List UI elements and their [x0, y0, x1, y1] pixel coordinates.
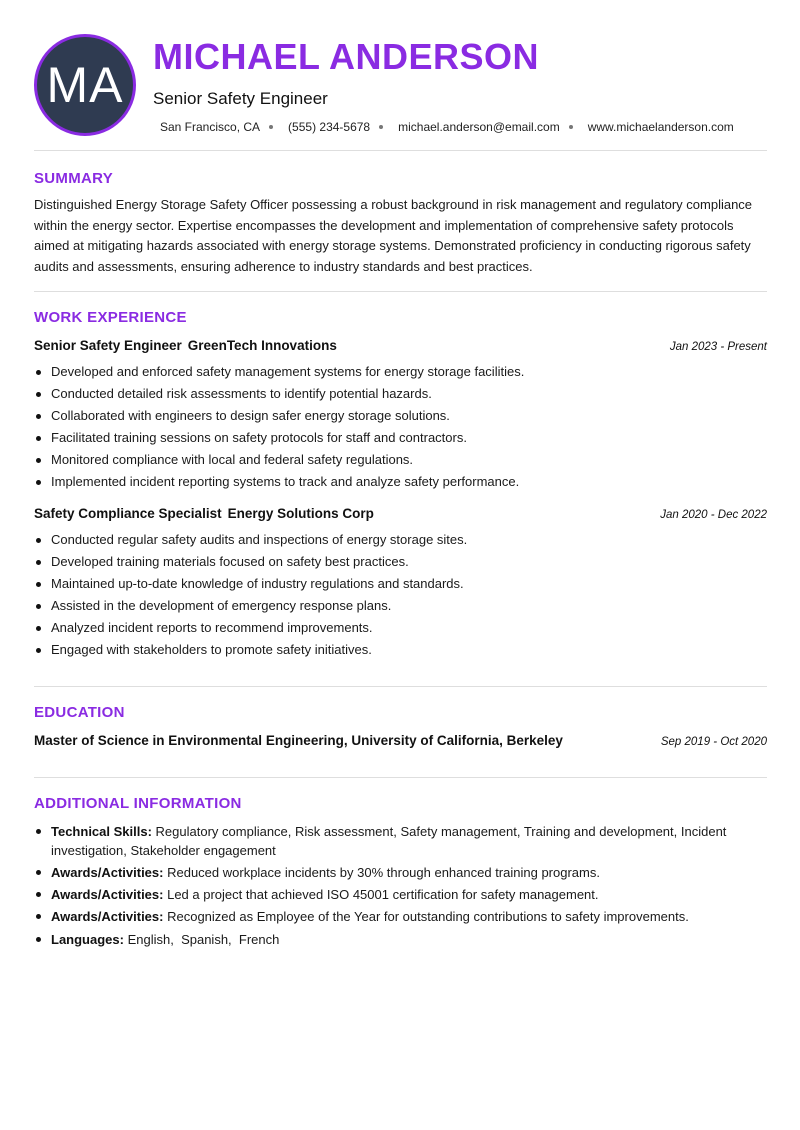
job-title-line	[34, 338, 337, 353]
job-company: GreenTech Innovations	[187, 338, 337, 353]
divider	[34, 291, 767, 292]
education-degree: Master of Science in Environmental Engineering, University of California, Berkeley	[34, 733, 563, 748]
item-label: Languages:	[51, 932, 124, 947]
additional-info-list	[34, 822, 767, 952]
contact-location: San Francisco, CA	[160, 120, 261, 134]
candidate-name: MICHAEL ANDERSON	[153, 36, 540, 77]
contact-website[interactable]: www.michaelanderson.com	[587, 120, 734, 134]
job-bullets	[34, 361, 767, 493]
additional-info-heading: ADDITIONAL INFORMATION	[34, 795, 242, 812]
job-dates: Jan 2023 - Present	[669, 341, 767, 353]
separator-dot	[379, 125, 383, 129]
item-label: Awards/Activities:	[51, 909, 164, 924]
summary-heading: SUMMARY	[34, 170, 114, 187]
job-bullets	[34, 529, 767, 661]
separator-dot	[569, 125, 573, 129]
list-item	[34, 885, 767, 904]
education-heading: EDUCATION	[34, 704, 125, 721]
contact-phone: (555) 234-5678	[288, 120, 371, 134]
education-entry	[34, 733, 767, 748]
list-item: Developed training materials focused on safety best practices.	[34, 551, 767, 573]
education-dates: Sep 2019 - Oct 2020	[660, 736, 767, 748]
item-label: Awards/Activities:	[51, 887, 164, 902]
list-item: Engaged with stakeholders to promote safety initiatives.	[34, 639, 767, 661]
list-item: Implemented incident reporting systems to track and analyze safety performance.	[34, 471, 767, 493]
job-position: Senior Safety Engineer	[34, 338, 182, 353]
contact-bar	[160, 120, 734, 134]
item-text: Led a project that achieved ISO 45001 certification for safety management.	[167, 887, 599, 902]
avatar	[34, 34, 136, 136]
list-item: Conducted regular safety audits and inspections of energy storage sites.	[34, 529, 767, 551]
divider	[34, 686, 767, 687]
job-position: Safety Compliance Specialist	[34, 506, 222, 521]
list-item: Analyzed incident reports to recommend improvements.	[34, 617, 767, 639]
item-text: Reduced workplace incidents by 30% through enhanced training programs.	[167, 865, 600, 880]
list-item: Facilitated training sessions on safety protocols for staff and contractors.	[34, 427, 767, 449]
item-label: Awards/Activities:	[51, 865, 164, 880]
list-item: Conducted detailed risk assessments to identify potential hazards.	[34, 383, 767, 405]
separator-dot	[269, 125, 273, 129]
list-item: Assisted in the development of emergency response plans.	[34, 595, 767, 617]
list-item: Developed and enforced safety management systems for energy storage facilities.	[34, 361, 767, 383]
list-item: Collaborated with engineers to design safer energy storage solutions.	[34, 405, 767, 427]
list-item	[34, 822, 767, 860]
item-text: English, Spanish, French	[127, 932, 280, 947]
candidate-role: Senior Safety Engineer	[153, 89, 328, 108]
list-item	[34, 930, 767, 949]
job-header	[34, 338, 767, 353]
job-dates: Jan 2020 - Dec 2022	[660, 509, 767, 521]
contact-email[interactable]: michael.anderson@email.com	[398, 120, 560, 134]
list-item	[34, 863, 767, 882]
item-text: Regulatory compliance, Risk assessment, Safety management, Training and development, Incident investigation, Stakeholder engagement	[51, 824, 727, 858]
divider	[34, 777, 767, 778]
job-company: Energy Solutions Corp	[227, 506, 374, 521]
list-item	[34, 907, 767, 926]
work-experience-heading: WORK EXPERIENCE	[34, 309, 187, 326]
avatar-initials: MA	[46, 57, 124, 113]
summary-text: Distinguished Energy Storage Safety Officer possessing a robust background in risk management and regulatory compliance within the energy sector. Expertise encompasses the development and implementation of comprehensive safety protocols aimed at mitigating hazards associated with energy storage systems. Demonstrated proficiency in conducting rigorous safety audits and assessments, ensuring adherence to industry standards and best practices.	[34, 197, 753, 274]
item-label: Technical Skills:	[51, 824, 152, 839]
list-item: Maintained up-to-date knowledge of industry regulations and standards.	[34, 573, 767, 595]
job-header	[34, 506, 767, 521]
job-title-line	[34, 506, 374, 521]
list-item: Monitored compliance with local and federal safety regulations.	[34, 449, 767, 471]
divider	[34, 150, 767, 151]
item-text: Recognized as Employee of the Year for outstanding contributions to safety improvements.	[167, 909, 689, 924]
